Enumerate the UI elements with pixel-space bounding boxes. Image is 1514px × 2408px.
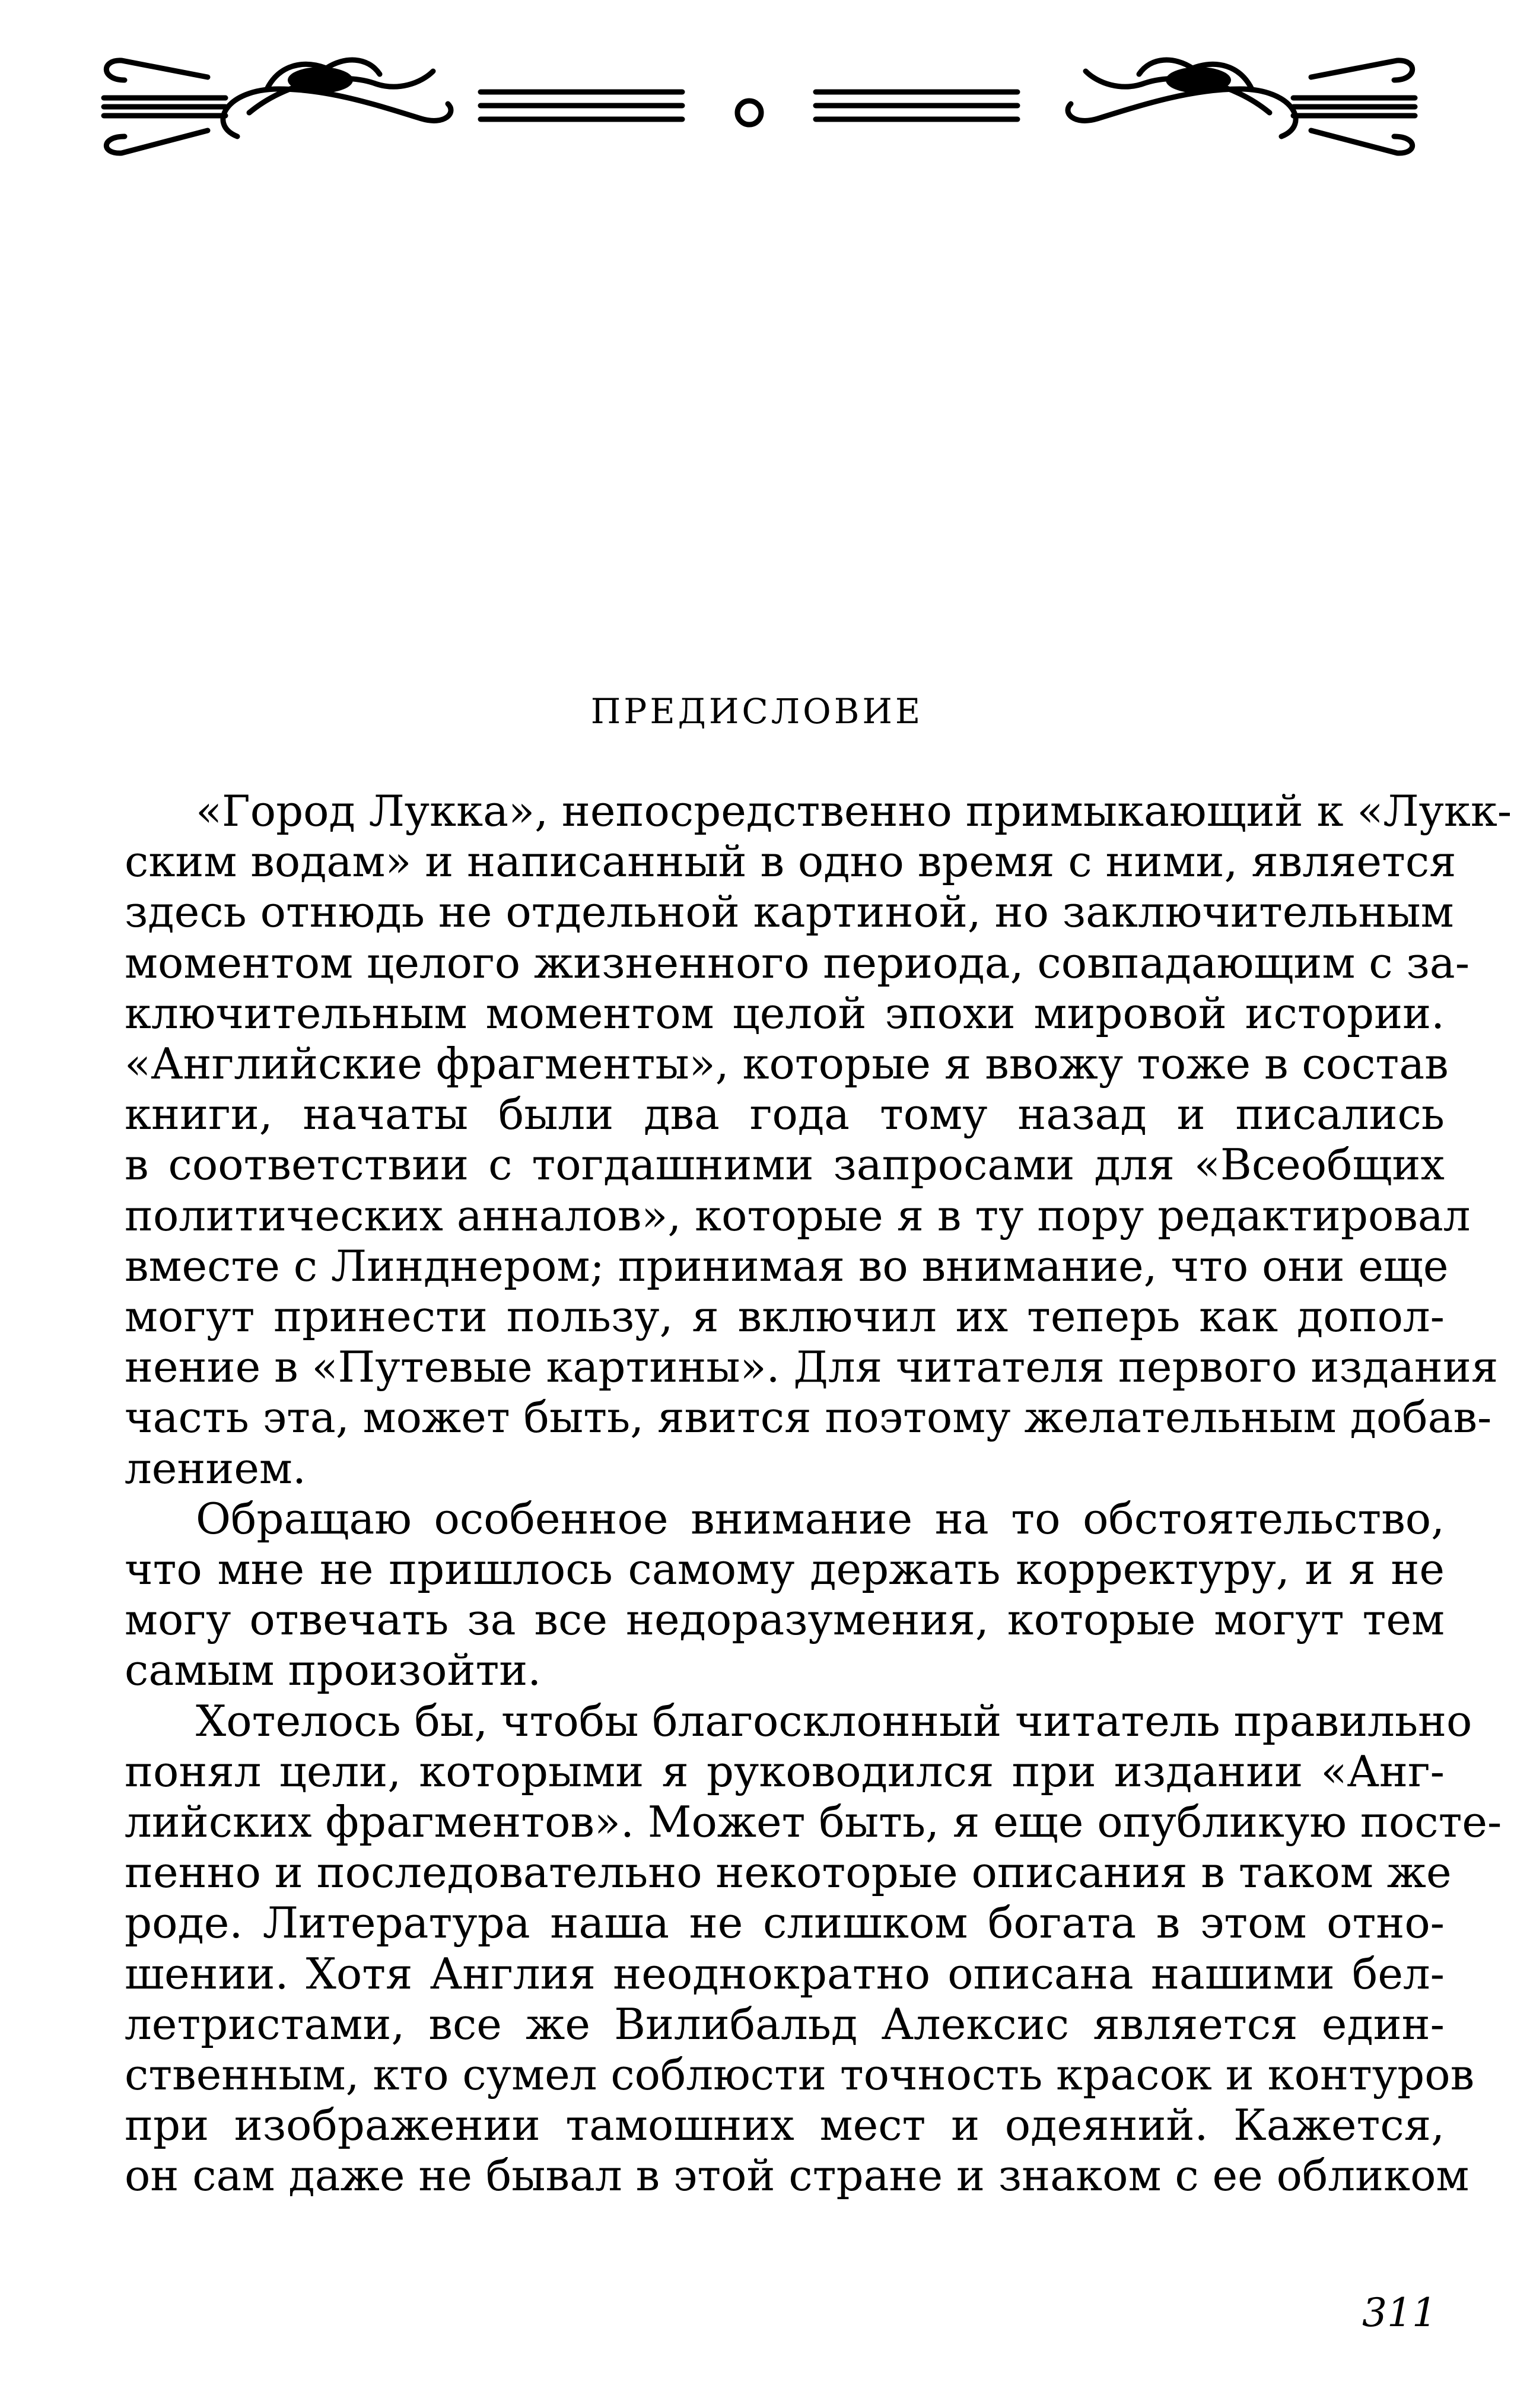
text-line: что мне не пришлось самому держать корректуру, и я не xyxy=(125,1544,1445,1595)
text-line: «Город Лукка», непосредственно примыкающий к «Лукк- xyxy=(196,786,1512,836)
text-line: могут принести пользу, я включил их теперь как допол- xyxy=(125,1292,1445,1342)
text-line: летристами, все же Вилибальд Алексис является един- xyxy=(125,1999,1445,2049)
text-line: книги, начаты были два года тому назад и писались xyxy=(125,1089,1445,1140)
text-line: лением. xyxy=(125,1443,306,1493)
section-heading: ПРЕДИСЛОВИЕ xyxy=(590,691,924,731)
text-line: Хотелось бы, чтобы благосклонный читатель правильно xyxy=(196,1696,1472,1746)
text-line: самым произойти. xyxy=(125,1645,542,1696)
text-line: ключительным моментом целой эпохи мировой истории. xyxy=(125,988,1445,1038)
text-line: ским водам» и написанный в одно время с ними, является xyxy=(125,836,1456,887)
text-line: роде. Литература наша не слишком богата в этом отно- xyxy=(125,1898,1445,1948)
decorative-header-ornament xyxy=(89,47,1430,160)
text-line: нение в «Путевые картины». Для читателя первого издания xyxy=(125,1342,1499,1392)
paragraph-2 xyxy=(125,1494,1445,1696)
text-line: при изображении тамошних мест и одеяний. Кажется, xyxy=(125,2100,1445,2151)
text-line: понял цели, которыми я руководился при издании «Анг- xyxy=(125,1746,1445,1796)
text-line: политических анналов», которые я в ту пору редактировал xyxy=(125,1190,1471,1240)
page-number: 311 xyxy=(1362,2290,1437,2336)
text-line: пенно и последовательно некоторые описания в таком же xyxy=(125,1847,1452,1898)
text-line: в соответствии с тогдашними запросами для «Всеобщих xyxy=(125,1140,1445,1190)
text-line: вместе с Линднером; принимая во внимание, что они еще xyxy=(125,1240,1449,1291)
text-line: лийских фрагментов». Может быть, я еще опубликую посте- xyxy=(125,1797,1502,1847)
text-line: «Английские фрагменты», которые я ввожу тоже в состав xyxy=(125,1039,1449,1089)
body-text xyxy=(125,786,1512,2202)
text-line: Обращаю особенное внимание на то обстоятельство, xyxy=(196,1493,1445,1544)
text-line: он сам даже не бывал в этой стране и знаком с ее обликом xyxy=(125,2151,1470,2201)
text-line: здесь отнюдь не отдельной картиной, но заключительным xyxy=(125,887,1454,937)
text-line: моментом целого жизненного периода, совпадающим с за- xyxy=(125,937,1470,988)
text-line: могу отвечать за все недоразумения, которые могут тем xyxy=(125,1595,1445,1645)
text-line: часть эта, может быть, явится поэтому желательным добав- xyxy=(125,1392,1492,1443)
paragraph-3 xyxy=(125,1696,1502,2202)
text-line: ственным, кто сумел соблюсти точность красок и контуров xyxy=(125,2050,1475,2100)
text-line: шении. Хотя Англия неоднократно описана нашими бел- xyxy=(125,1948,1445,1999)
paragraph-1 xyxy=(125,786,1512,1494)
